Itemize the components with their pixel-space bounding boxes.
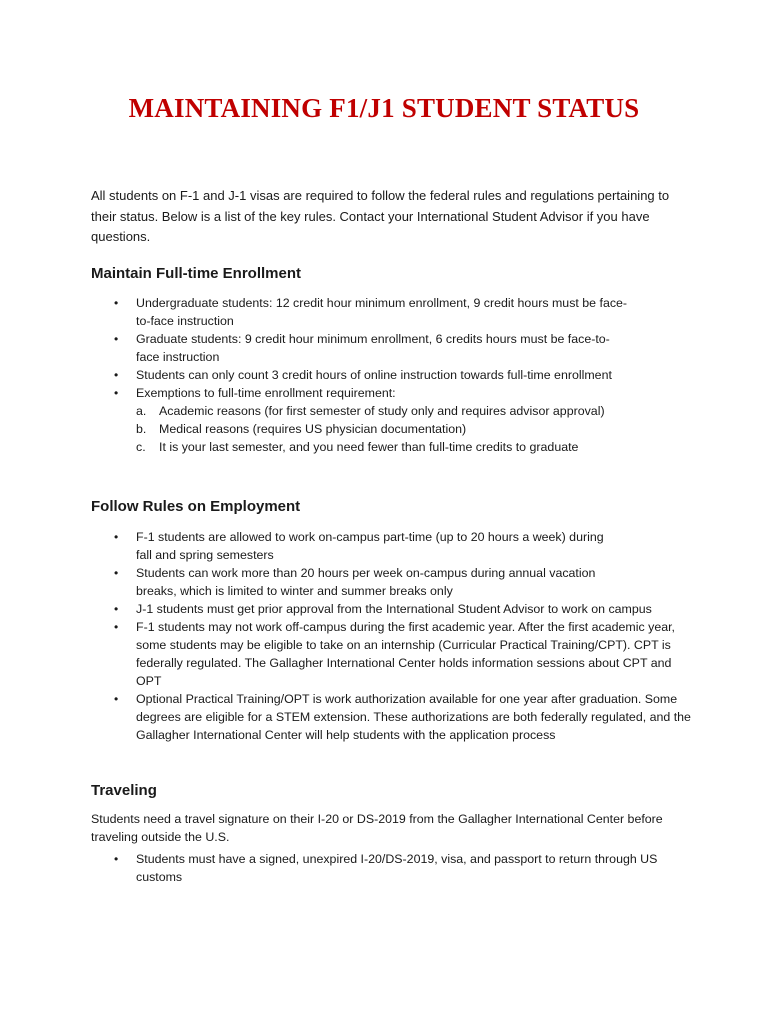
bullet-icon: • (114, 692, 119, 706)
sub-list-item: c. It is your last semester, and you need fewer than full-time credits to graduate (136, 440, 579, 454)
list-item: • Graduate students: 9 credit hour minimum enrollment, 6 credits hours must be face-to-face instruction (114, 332, 610, 364)
bullet-icon: • (114, 368, 119, 382)
list-item: • Undergraduate students: 12 credit hour minimum enrollment, 9 credit hours must be face-to-face instruction (114, 296, 628, 328)
list-item: • Optional Practical Training/OPT is work authorization available for one year after graduation. Some degrees are eligible for a STEM extension. These authorizations are both federally regulated, and the Gallagher International Center will help students with the application process (114, 692, 691, 742)
bullet-icon: • (114, 296, 119, 310)
section-heading-employment: Follow Rules on Employment (91, 498, 301, 515)
list-item: • J-1 students must get prior approval from the International Student Advisor to work on campus (114, 602, 652, 616)
sub-list-item: b. Medical reasons (requires US physician documentation) (136, 422, 467, 436)
bullet-icon: • (114, 852, 119, 866)
list-item: • F-1 students are allowed to work on-campus part-time (up to 20 hours a week) during fall and spring semesters (114, 530, 604, 562)
sub-list-item: a. Academic reasons (for first semester of study only and requires advisor approval) (136, 404, 605, 418)
bullet-icon: • (114, 602, 119, 616)
intro-paragraph: All students on F-1 and J-1 visas are required to follow the federal rules and regulations pertaining to their status. Below is a list of the key rules. Contact your International Student Advisor if you have questions. (91, 188, 670, 244)
list-item: • Students can only count 3 credit hours of online instruction towards full-time enrollment (114, 368, 612, 382)
bullet-icon: • (114, 530, 119, 544)
list-item: • Students must have a signed, unexpired I-20/DS-2019, visa, and passport to return through US customs (114, 852, 658, 884)
bullet-icon: • (114, 386, 119, 400)
bullet-icon: • (114, 620, 119, 634)
section-heading-traveling: Traveling (91, 782, 157, 799)
traveling-list (91, 850, 671, 886)
section-heading-enrollment: Maintain Full-time Enrollment (91, 265, 302, 282)
exemptions-sublist (136, 402, 631, 456)
bullet-icon: • (114, 332, 119, 346)
list-item: • Exemptions to full-time enrollment requirement: a. Academic reasons (for first semester of study only and requires advisor approval) b. Medical reasons (requires US physician documentation) c. It is your last semester, and you need fewer than full-time credits to graduate (91, 384, 631, 456)
list-item: • F-1 students may not work off-campus during the first academic year. After the first academic year, some students may be eligible to take on an internship (Curricular Practical Training/CPT). CPT is federally regulated. The Gallagher International Center holds information sessions about CPT and OPT (114, 620, 675, 688)
traveling-paragraph: Students need a travel signature on their I-20 or DS-2019 from the Gallagher International Center before traveling outside the U.S. (91, 812, 663, 844)
page-title: MAINTAINING F1/J1 STUDENT STATUS (128, 93, 640, 123)
employment-list (91, 528, 691, 744)
list-item: • Students can work more than 20 hours per week on-campus during annual vacation breaks, which is limited to winter and summer breaks only (114, 566, 596, 598)
enrollment-list (91, 294, 631, 456)
bullet-icon: • (114, 566, 119, 580)
